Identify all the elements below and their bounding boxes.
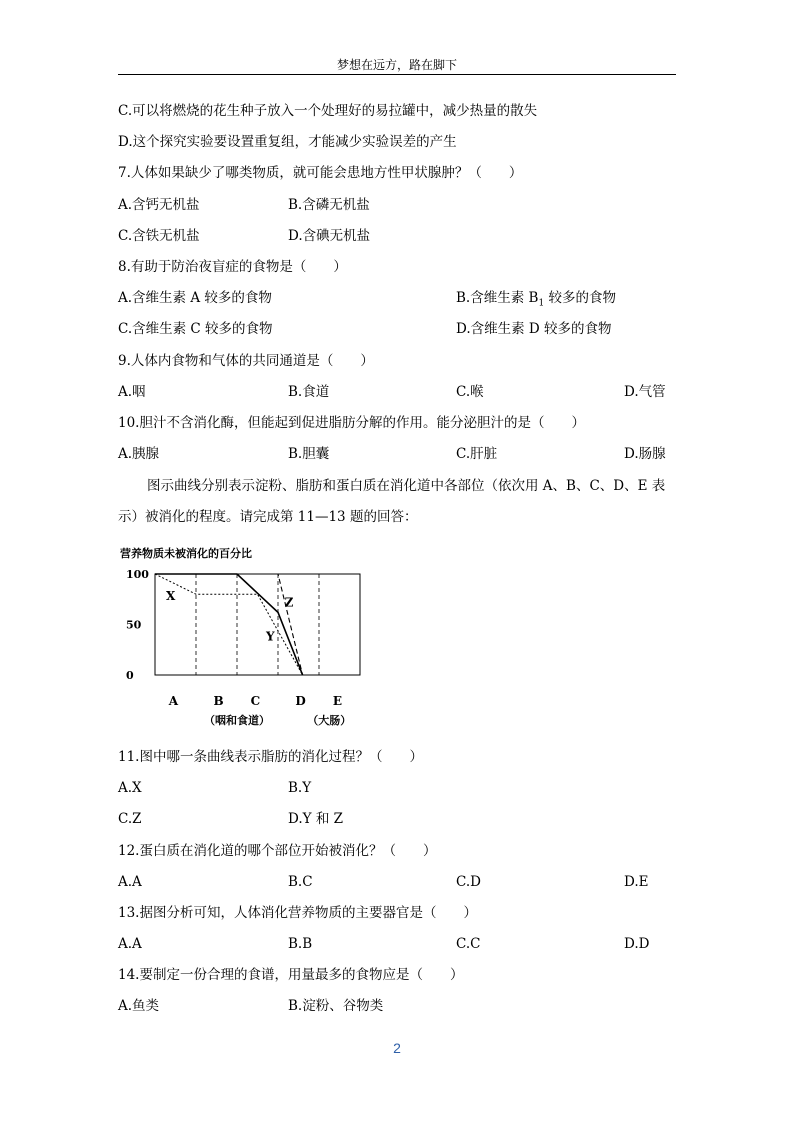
q8-option-c: C.含维生素 C 较多的食物 bbox=[118, 321, 273, 337]
y-tick-label: 0 bbox=[126, 669, 134, 682]
y-tick-label: 50 bbox=[126, 618, 142, 632]
x-category-label: E bbox=[332, 694, 343, 708]
q13-option-a: A.A bbox=[118, 936, 142, 952]
q12-option-c: C.D bbox=[456, 874, 481, 890]
page-number: 2 bbox=[393, 1040, 401, 1056]
series-label-y: Y bbox=[266, 629, 275, 644]
series-label-z: Z bbox=[284, 595, 294, 610]
q12-option-a: A.A bbox=[118, 874, 142, 890]
series-line-y bbox=[155, 574, 303, 675]
q9-stem: 9.人体内食物和气体的共同通道是（ ） bbox=[118, 353, 374, 369]
q8-stem: 8.有助于防治夜盲症的食物是（ ） bbox=[118, 259, 347, 275]
q14-option-a: A.鱼类 bbox=[118, 998, 160, 1014]
q9-option-c: C.喉 bbox=[456, 384, 484, 400]
q14-stem: 14.要制定一份合理的食谱，用量最多的食物应是（ ） bbox=[118, 967, 464, 983]
q12-option-b: B.C bbox=[288, 874, 313, 890]
q10-option-c: C.肝脏 bbox=[456, 446, 498, 462]
series-line-z bbox=[155, 574, 303, 675]
q14-option-b: B.淀粉、谷物类 bbox=[288, 998, 384, 1014]
x-category-note: （大肠） bbox=[307, 714, 352, 727]
x-category-label: A bbox=[168, 694, 179, 708]
series-label-x: X bbox=[166, 589, 176, 604]
q13-option-c: C.C bbox=[456, 936, 481, 952]
q7-option-d: D.含碘无机盐 bbox=[288, 228, 371, 244]
q10-option-d: D.肠腺 bbox=[624, 446, 666, 462]
q6-option-c: C.可以将燃烧的花生种子放入一个处理好的易拉罐中，减少热量的散失 bbox=[118, 103, 538, 119]
q11-option-a: A.X bbox=[118, 780, 142, 796]
q9-option-b: B.食道 bbox=[288, 384, 330, 400]
q9-option-d: D.气管 bbox=[624, 384, 666, 400]
x-category-label: C bbox=[250, 694, 261, 708]
q9-option-a: A.咽 bbox=[118, 384, 146, 400]
q7-option-a: A.含钙无机盐 bbox=[118, 197, 200, 213]
q6-option-d: D.这个探究实验要设置重复组，才能减少实验误差的产生 bbox=[118, 134, 457, 150]
q11-stem: 11.图中哪一条曲线表示脂肪的消化过程？（ ） bbox=[118, 749, 423, 765]
q12-stem: 12.蛋白质在消化道的哪个部位开始被消化？（ ） bbox=[118, 843, 437, 859]
q10-option-b: B.胆囊 bbox=[288, 446, 330, 462]
header-divider bbox=[118, 74, 676, 75]
q10-option-a: A.胰腺 bbox=[118, 446, 160, 462]
page-header: 梦想在远方，路在脚下 bbox=[336, 58, 457, 72]
series-line-x bbox=[155, 574, 303, 675]
q13-option-b: B.B bbox=[288, 936, 313, 952]
q7-option-c: C.含铁无机盐 bbox=[118, 228, 200, 244]
x-category-note: （咽和食道） bbox=[204, 714, 270, 727]
q12-option-d: D.E bbox=[624, 874, 649, 890]
q11-option-d: D.Y 和 Z bbox=[288, 811, 344, 827]
q8-option-a: A.含维生素 A 较多的食物 bbox=[118, 290, 272, 306]
q13-stem: 13.据图分析可知，人体消化营养物质的主要器官是（ ） bbox=[118, 905, 477, 921]
q8-option-b: B.含维生素 $B_1$ 较多的食物 bbox=[456, 290, 616, 309]
q8-option-d: D.含维生素 D 较多的食物 bbox=[456, 321, 612, 337]
q11-option-b: B.Y bbox=[288, 780, 312, 796]
q13-option-d: D.D bbox=[624, 936, 650, 952]
chart-frame bbox=[155, 574, 360, 675]
y-tick-label: 100 bbox=[126, 568, 149, 581]
digestion-chart bbox=[118, 545, 378, 735]
q10-stem: 10.胆汁不含消化酶，但能起到促进脂肪分解的作用。能分泌胆汁的是（ ） bbox=[118, 415, 585, 431]
chart-intro-paragraph: 图示曲线分别表示淀粉、脂肪和蛋白质在消化道中各部位（依次用 A、B、C、D、E 表示）被消化的程度。请完成第 11—13 题的回答： bbox=[118, 478, 666, 525]
x-category-label: D bbox=[295, 694, 306, 708]
q7-option-b: B.含磷无机盐 bbox=[288, 197, 370, 213]
chart-title: 营养物质未被消化的百分比 bbox=[120, 547, 252, 560]
q11-option-c: C.Z bbox=[118, 811, 142, 827]
q7-stem: 7.人体如果缺少了哪类物质，就可能会患地方性甲状腺肿？（ ） bbox=[118, 165, 523, 181]
x-category-label: B bbox=[213, 694, 224, 708]
